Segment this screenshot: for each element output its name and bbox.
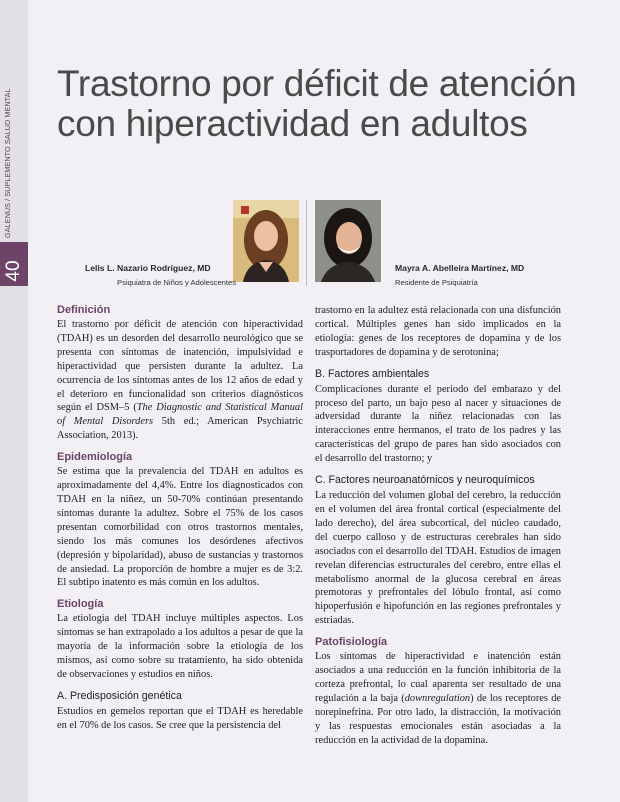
heading-predisposicion: A. Predisposición genética: [57, 689, 182, 702]
predisposicion-text-right: trastorno en la adultez está relacionada con una disfunción cortical. Múltiples genes han sido implicados en la etiología: genes de los receptores de dopamina y de los trasportadores de dopamina y de serotonina;: [315, 305, 561, 358]
right-column: [315, 304, 561, 755]
left-column: [57, 304, 303, 741]
predisposicion-text-left: Estudios en gemelos reportan que el TDAH es heredable en el 70% de los casos. Se cree que la persistencia del: [57, 705, 303, 731]
page-number: 40: [3, 260, 24, 282]
definicion-text: El trastorno por déficit de atención con hiperactividad (TDAH) es un desorden del desarrollo neurológico que se presenta con síntomas de inatención, impulsividad e hiperactividad que persisten durante la adultez. La ocurrencia de los síntomas antes de los 12 años de edad y el deterioro en funcionalidad son criterios diagnósticos según el DSM–5 (The Diagnostic and Statistical Manual of Mental Disorders 5th ed.; American Psychiatric Association, 2013).: [57, 319, 303, 442]
heading-ambientales: B. Factores ambientales: [315, 367, 430, 380]
author-2-name: Mayra A. Abelleira Martínez, MD: [395, 263, 525, 273]
heading-patofisiologia: Patofisiología: [315, 636, 388, 649]
author-2-role: Residente de Psiquiatría: [395, 278, 478, 287]
heading-etiologia: Etiología: [57, 598, 104, 611]
heading-neuroanatomicos: C. Factores neuroanatómicos y neuroquímicos: [315, 474, 535, 487]
author-photo-2: [315, 200, 381, 282]
heading-definicion: Definición: [57, 304, 111, 316]
author-divider: [306, 200, 307, 286]
epidemiologia-text: Se estima que la prevalencia del TDAH en adultos es aproximadamente del 4,4%. Entre los diagnosticados con TDAH en la niñez, un 50-70% continúan presentando síntomas durante la adultez. Sobre el 75% de los casos presentan comorbilidad con otros trastornos mentales, siendo los más comunes los desórdenes afectivos (depresión y bipolaridad), abuso de sustancias y trastornos de ansiedad. La proporción de hombre a mujer es de 3:2. El subtipo inatento es más común en los adultos.: [57, 466, 303, 589]
ambientales-text: Complicaciones durante el periodo del embarazo y del proceso del parto, un bajo peso al nacer y situaciones de adversidad durante la niñez relacionadas con las interacciones entre hermanos, el trato de los padres y las características del grupo de pares han sido asociados con el desarrollo del trastorno; y: [315, 383, 561, 465]
author-1-name: Lelis L. Nazario Rodríguez, MD: [85, 263, 211, 273]
neuroanatomicos-text: La reducción del volumen global del cerebro, la reducción en el volumen del área frontal cortical (especialmente del lado derecho), del área subcortical, del núcleo caudado, del cuerpo calloso y de estructuras cerebrales han sido asociados con el desarrollo del TDAH. Estudios de imagen revelan diferencias estructurales del cerebro, entre ellas el metabolismo anormal de la glucosa cerebral en áreas premotoras y prefrontales del lóbulo frontal, así como hipoperfusión e hipofunción en las regiones prefrontales y estriadas.: [315, 490, 561, 627]
page-number-badge: [0, 242, 28, 286]
etiologia-text: La etiología del TDAH incluye múltiples aspectos. Los síntomas se han extrapolado a los adultos a pesar de que la mayoría de la información sobre la etiología de los mismos, así como sobre su tratamiento, ha sido obtenida de observaciones y estudios en niños.: [57, 613, 303, 680]
author-2-portrait-icon: [315, 200, 381, 282]
author-photo-1: [233, 200, 299, 282]
heading-epidemiologia: Epidemiología: [57, 451, 133, 464]
patofisiologia-text: Los síntomas de hiperactividad e inatención están asociados a una reducción en la función inhibitoria de la corteza prefrontal, lo cual aparenta ser resultado de una regulación a la baja (downregulation) de los receptores de norepinefrina. Por otro lado, la distracción, la motivación y las respuestas emocionales están asociadas a la reducción en la actividad de la dopamina.: [315, 651, 561, 746]
running-header: [3, 218, 13, 238]
article-title: Trastorno por déficit de atención con hiperactividad en adultos: [57, 63, 577, 144]
author-1-portrait-icon: [233, 200, 299, 282]
author-1-role-text: Psiquiatra de Niños y Adolescentes: [117, 278, 237, 287]
